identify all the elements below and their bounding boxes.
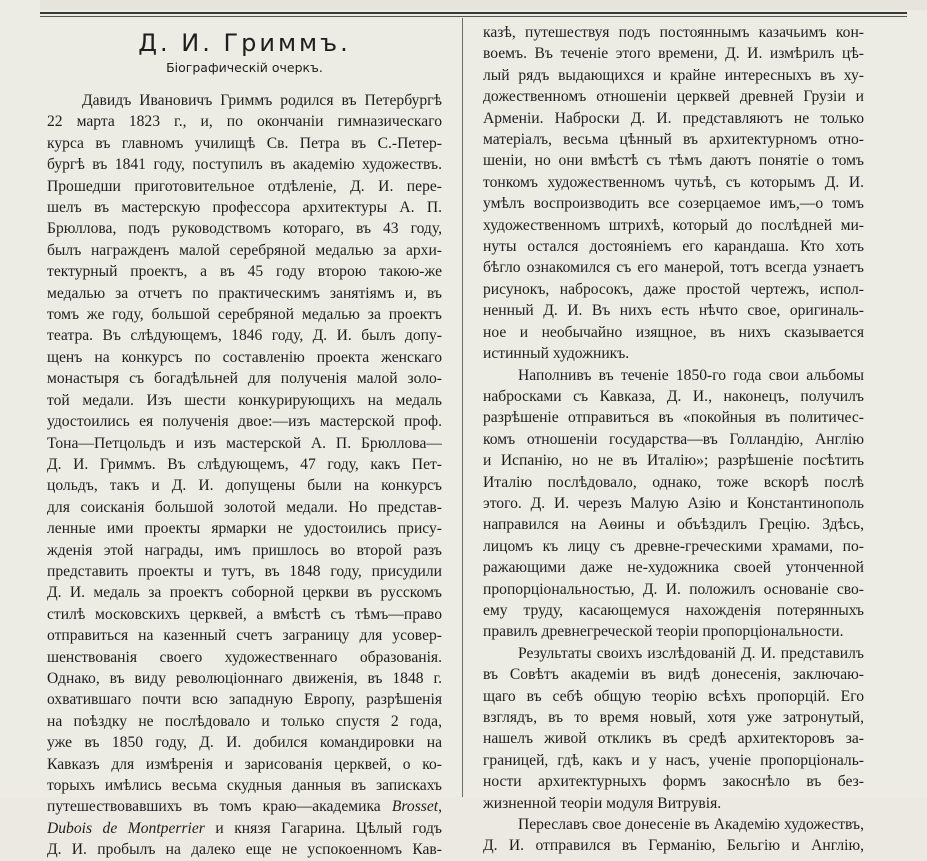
left-column-body [47,90,442,861]
text-line: воемъ. Въ теченіе этого времени, Д. И. измѣрилъ цѣ- [483,45,864,63]
text-line: монастыря съ богадѣльней для полученія малой золо- [47,370,442,388]
text-line: лицомъ къ лицу съ древне-греческими храмами, по- [483,537,864,555]
text-line: тектурный проектъ, а въ 45 году второю такою-же [47,263,442,281]
text-line: представить проекты и тутъ, въ 1848 году, присудили [47,562,442,580]
text-line: казѣ, путешествуя подъ постояннымъ казачьимъ кон- [483,24,864,41]
name-dubois: Dubois de Montperrier [47,819,205,837]
text-line: тонкомъ художественномъ чутьѣ, съ которымъ Д. И. [483,173,864,191]
text-line: театра. Въ слѣдующемъ, 1846 году, Д. И. былъ допу- [47,327,442,345]
text-line: жденія этой награды, имъ пришлось во второй разъ [47,541,442,559]
text-line: ражающими даже не-художника своей утонченной [483,559,864,577]
text-line: комъ отношеніи государства—въ Голландію, Англію [483,430,864,448]
text-line: путешествовавшихъ въ томъ краю—академика Brosset, [47,798,442,816]
text-line: нашелъ живой откликъ въ средѣ архитекторовъ за- [483,730,864,748]
text-line: шелъ въ мастерскую профессора архитектуры А. П. [47,199,442,217]
text-line: охватившаго почти всю западную Европу, разрѣшенія [47,691,442,709]
name-brosset: Brosset [391,798,439,816]
text-line: торыхъ имѣлись весьма скудныя данныя въ запискахъ [47,777,442,794]
header-rule-thin [40,16,907,17]
text-line: Кавказъ для измѣренія и зарисованія церквей, о ко- [47,755,442,773]
text-line: той медали. Изъ шести конкурирующихъ на медаль [47,391,442,409]
text-line: медалью за отчетъ по практическимъ занятіямъ и, въ [47,284,442,302]
text-line: художественномъ штрихѣ, который до послѣдней ми- [483,216,864,234]
text-line: рисунокъ, набросокъ, даже простой чертежъ, испол- [483,280,864,298]
text-line: ленные ими проекты ярмарки не удостоились прису- [47,520,442,538]
text-line: отправиться на казенный счетъ заграницу для усовер- [47,627,442,645]
text-line: ности архитектурныхъ формъ закоснѣло въ без- [483,773,864,791]
text-line: Результаты своихъ изслѣдованій Д. И. представилъ [518,644,864,662]
text-line: цольдъ, такъ и Д. И. допущены были на конкурсъ [47,477,442,495]
text-line: томъ же году, большой серебряной медалью за проектъ [47,306,442,324]
article-subtitle: Біографическій очеркъ. [166,60,323,75]
text-line: жизненной теоріи модуля Витрувія. [483,794,722,812]
text-line: набросками съ Кавказа, Д. И., наконецъ, получилъ [483,387,864,405]
text-line: Dubois de Montperrier и князя Гагарина. Цѣлый годъ [47,819,442,837]
right-column [483,22,864,857]
text-line: Италію послѣдовало, однако, тоже вскорѣ послѣ [483,473,864,491]
text-line: этого. Д. И. черезъ Малую Азію и Константинополь [483,494,864,512]
text-line: для соисканія большой золотой медали. Но представ- [47,498,442,516]
text-line: Тона—Петцольдъ и изъ мастерской А. П. Брюллова— [47,434,442,452]
text-line: правилъ древнегреческой теоріи пропорціональности. [483,623,844,641]
text-line: Давидъ Ивановичъ Гриммъ родился въ Петербургѣ [82,92,442,109]
text-line: Арменіи. Наброски Д. И. представляютъ не только [483,109,864,127]
text-line: Брюллова, подъ руководствомъ котораго, въ 43 году, [47,220,442,238]
text-line: разрѣшеніе отправиться въ «покойныя въ политичес- [483,409,864,427]
text-line: въ Совѣтъ академіи въ видѣ донесенія, заключаю- [483,666,864,684]
text-line: границей, гдѣ, какъ и у насъ, ученіе пропорціональ- [483,751,864,769]
text-line: ное и необычайно изящное, въ нихъ сказывается [483,323,864,341]
text-line: Д. И. пробылъ на далеко еще не успокоенномъ Кав- [47,841,442,859]
text-line: ему труду, касающемуся нахожденія потерянныхъ [483,601,864,619]
text-line: шеніи, но они вмѣстѣ съ тѣмъ даютъ понятіе о томъ [483,152,864,170]
text-line: направился на Аѳины и объѣздилъ Грецію. Здѣсь, [483,516,864,534]
text-line: умѣлъ воспроизводить все созерцаемое имъ,—о томъ [483,195,864,213]
text-line: курса въ главномъ училищѣ Св. Петра въ С.-Петер- [47,134,442,152]
text-line: взглядъ, въ то время новый, хотя уже затронутый, [483,709,864,726]
text-line: Прошедши приготовительное отдѣленіе, Д. И. пере- [47,177,442,195]
text-line: Д. И. медаль за проектъ соборной церкви въ русскомъ [47,584,442,602]
text-line: ненный Д. И. Въ нихъ есть нѣчто свое, оригиналь- [483,302,864,320]
text-line: Однако, въ виду революціоннаго движенія, въ 1848 г. [47,669,442,687]
column-divider [462,18,463,797]
text-line: нуты остался достояніемъ его карандаша. Кто хоть [483,238,864,256]
text-line: былъ награжденъ малой серебряной медалью за архи- [47,241,442,259]
text-line: уже въ 1850 году, Д. И. добился командировки на [47,734,442,752]
article-title: Д. И. Гриммъ. [138,29,351,57]
text-line: стилѣ московскихъ церквей, а вмѣстѣ съ тѣмъ—право [47,605,442,623]
header-rule [40,12,907,14]
text-line: пропорціональностью, Д. И. положилъ основаніе сво- [483,580,864,598]
text-line: и Испанію, но не въ Италію»; разрѣшеніе посѣтить [483,452,864,470]
text-line: матеріалъ, весьма цѣнный въ архитектурномъ отно- [483,131,864,149]
text-line: Д. И. отправился въ Германію, Бельгію и Англію, [483,837,864,855]
right-column-body [483,22,864,857]
text-line: дожественномъ отношеніи церквей древней Грузіи и [483,88,864,106]
page-top-edge [40,0,927,10]
text-line: истинный художникъ. [483,345,630,363]
text-line: 22 марта 1823 г., и, по окончаніи гимназическаго [47,113,442,131]
text-line: удостоились ея полученія двое:—изъ мастерской проф. [47,413,442,431]
text-line: Наполнивъ въ теченіе 1850-го года свои альбомы [518,366,864,384]
text-line: Переславъ свое донесеніе въ Академію художествъ, [518,816,864,834]
text-line: бѣгло ознакомился съ его манерой, тотъ всегда узнаетъ [483,259,864,277]
left-column [47,22,442,861]
text-line: Д. И. Гриммъ. Въ слѣдующемъ, 47 году, какъ Пет- [47,455,442,473]
text-line: шенствованія своего художественнаго образованія. [47,648,442,666]
text-line: щаго въ себѣ общую теорію всѣхъ пропорцій. Его [483,687,864,705]
text-line: бургѣ въ 1841 году, поступилъ въ академію художествъ. [47,156,442,174]
text-line: на поѣздку не послѣдовало и только спустя 2 года, [47,712,442,730]
text-line: лый рядъ выдающихся и крайне интересныхъ въ ху- [483,66,864,84]
text-line: щенъ на конкурсъ по составленію проекта женскаго [47,348,442,366]
